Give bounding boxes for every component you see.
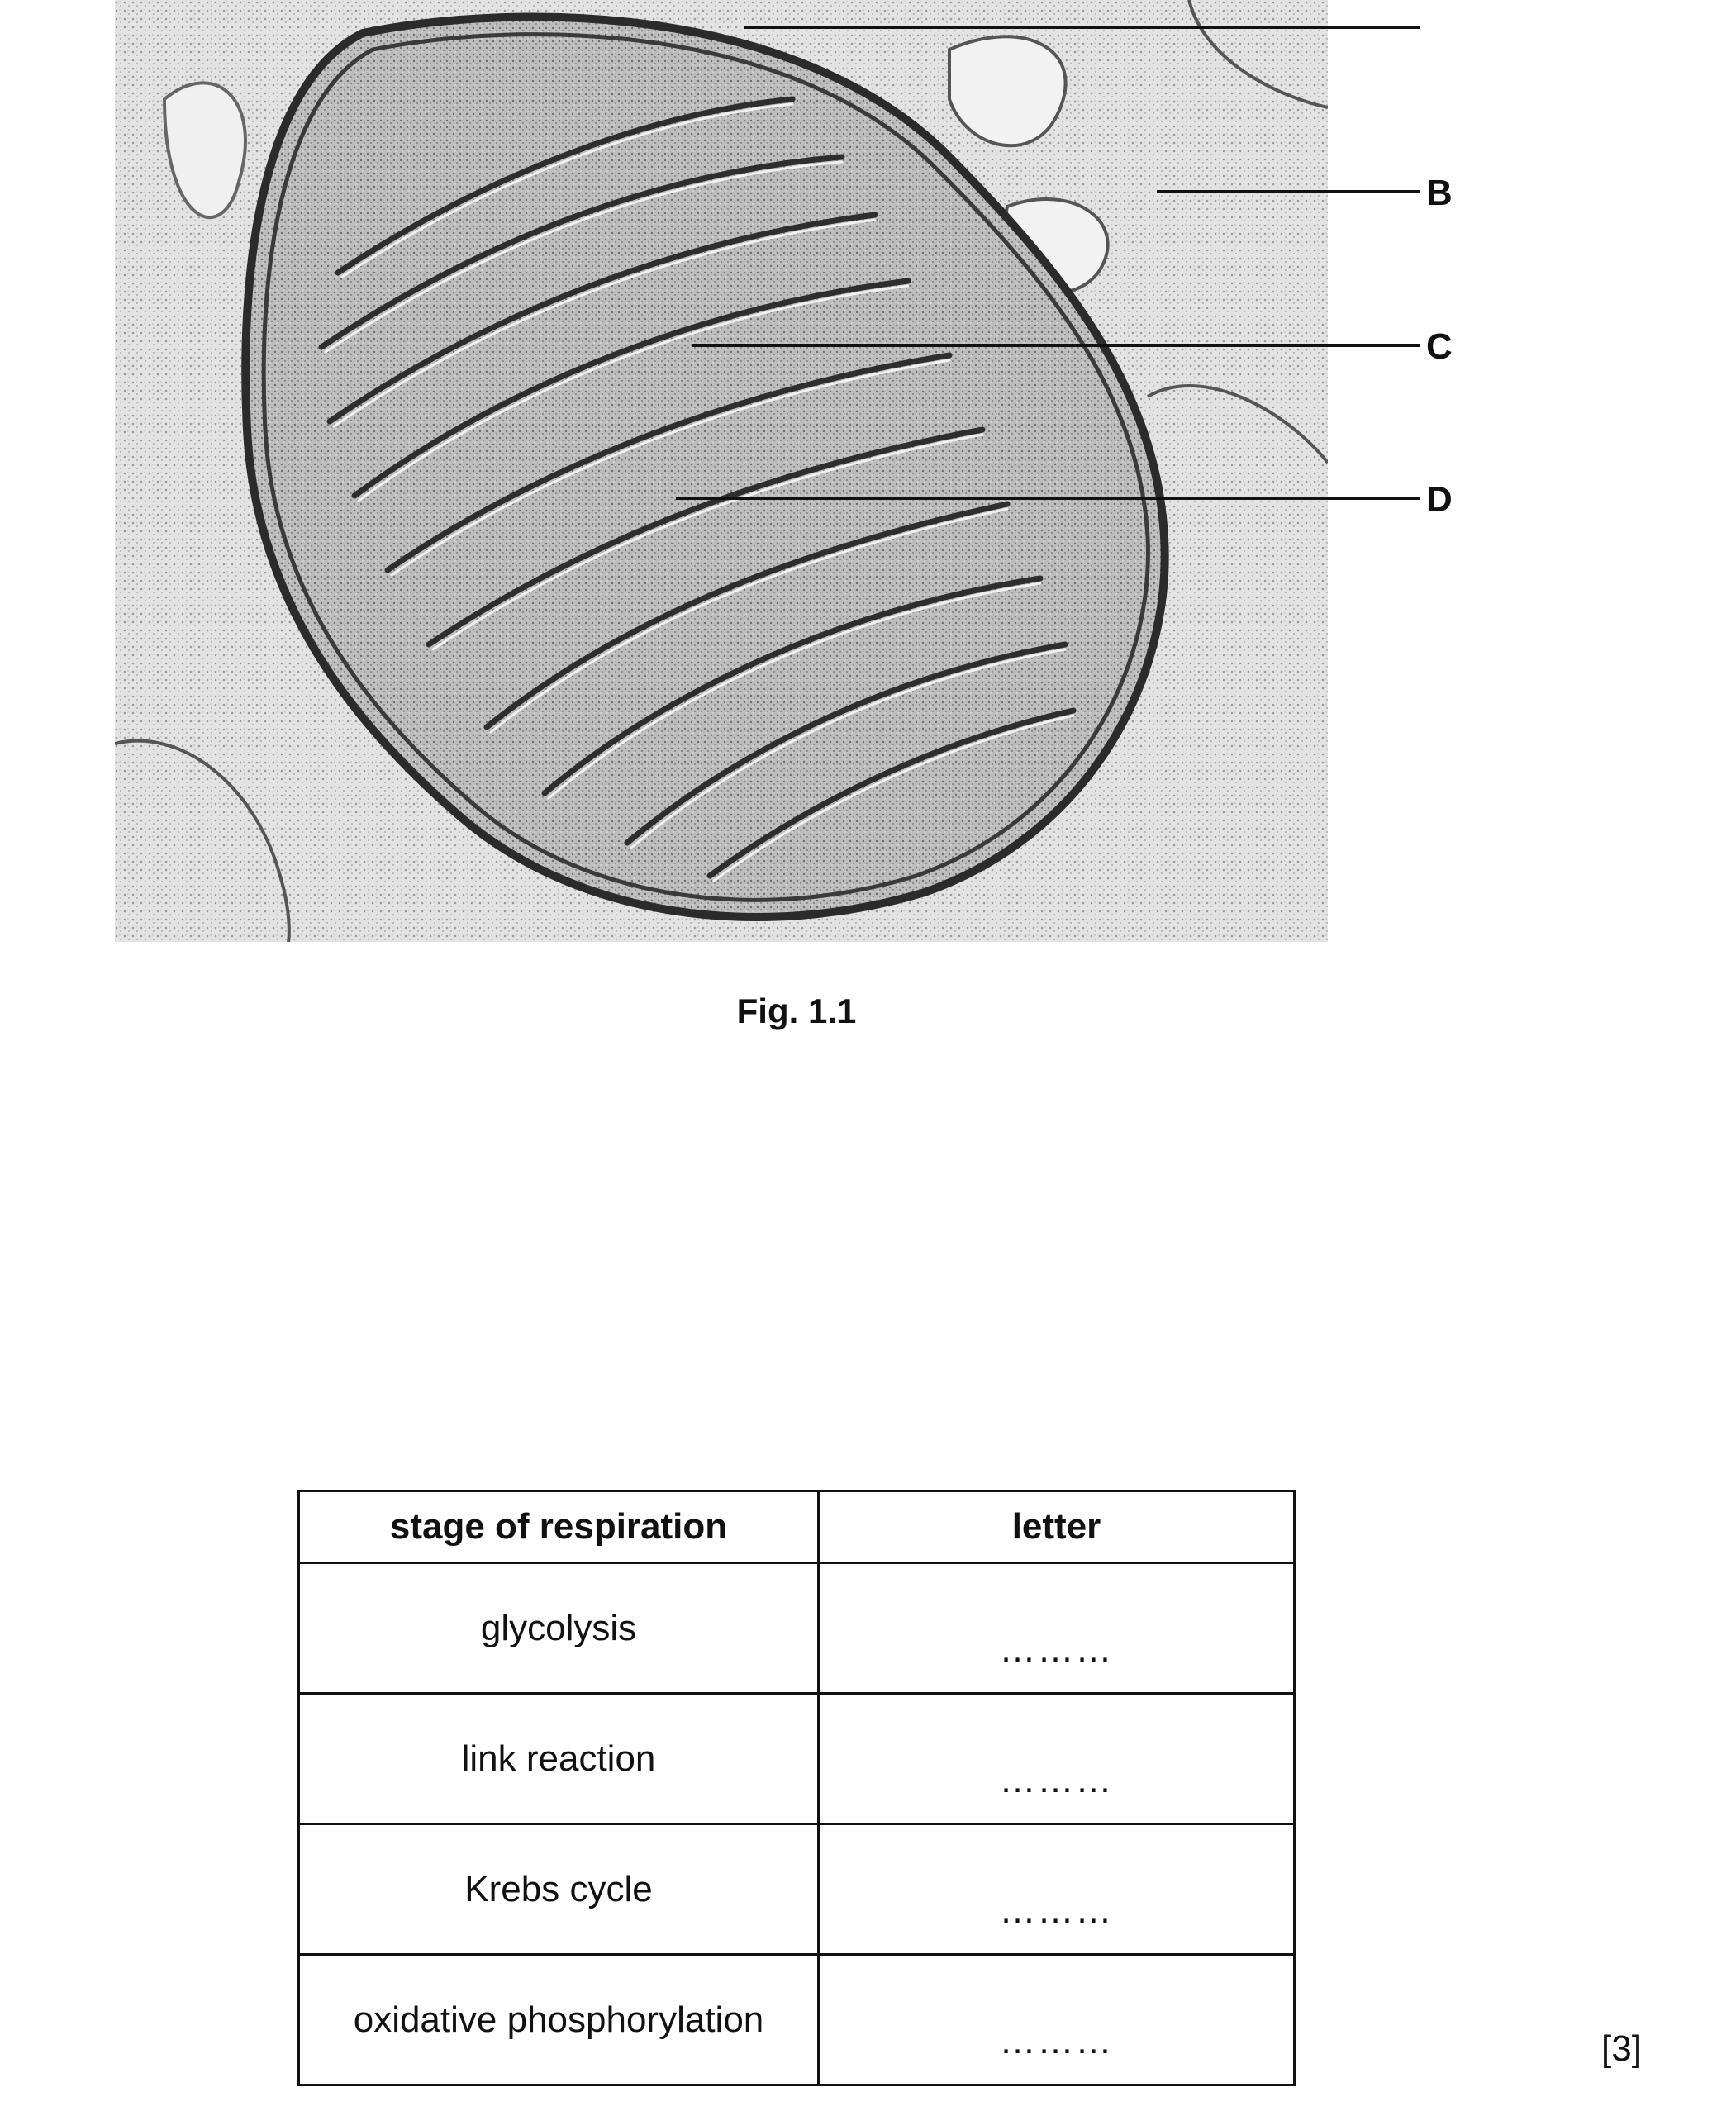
figure-caption: Fig. 1.1 [736,991,857,1030]
answer-dots: ……… [999,2021,1114,2061]
answer-dots: ……… [999,1760,1114,1800]
mitochondrion-micrograph [115,0,1328,942]
header-stage: stage of respiration [299,1491,819,1563]
mitochondrion-drawing [115,0,1328,942]
label-b: B [1426,173,1453,213]
answer-dots: ……… [999,1890,1114,1931]
table-row [299,1824,1295,1955]
label-d: D [1426,479,1453,520]
letter-answer-field[interactable] [819,1694,1295,1824]
letter-answer-field[interactable] [819,1563,1295,1694]
answer-dots: ……… [999,1629,1114,1670]
table-row [299,1955,1295,2085]
stage-cell: Krebs cycle [299,1824,819,1955]
header-letter: letter [819,1491,1295,1563]
stage-cell: link reaction [299,1694,819,1824]
respiration-table [297,1490,1296,2086]
table-row [299,1563,1295,1694]
table-header-row [299,1491,1295,1563]
letter-answer-field[interactable] [819,1955,1295,2085]
label-c: C [1426,326,1453,367]
marks-allocation: [3] [1601,2028,1642,2069]
stage-cell: oxidative phosphorylation [299,1955,819,2085]
table-row [299,1694,1295,1824]
letter-answer-field[interactable] [819,1824,1295,1955]
stage-cell: glycolysis [299,1563,819,1694]
